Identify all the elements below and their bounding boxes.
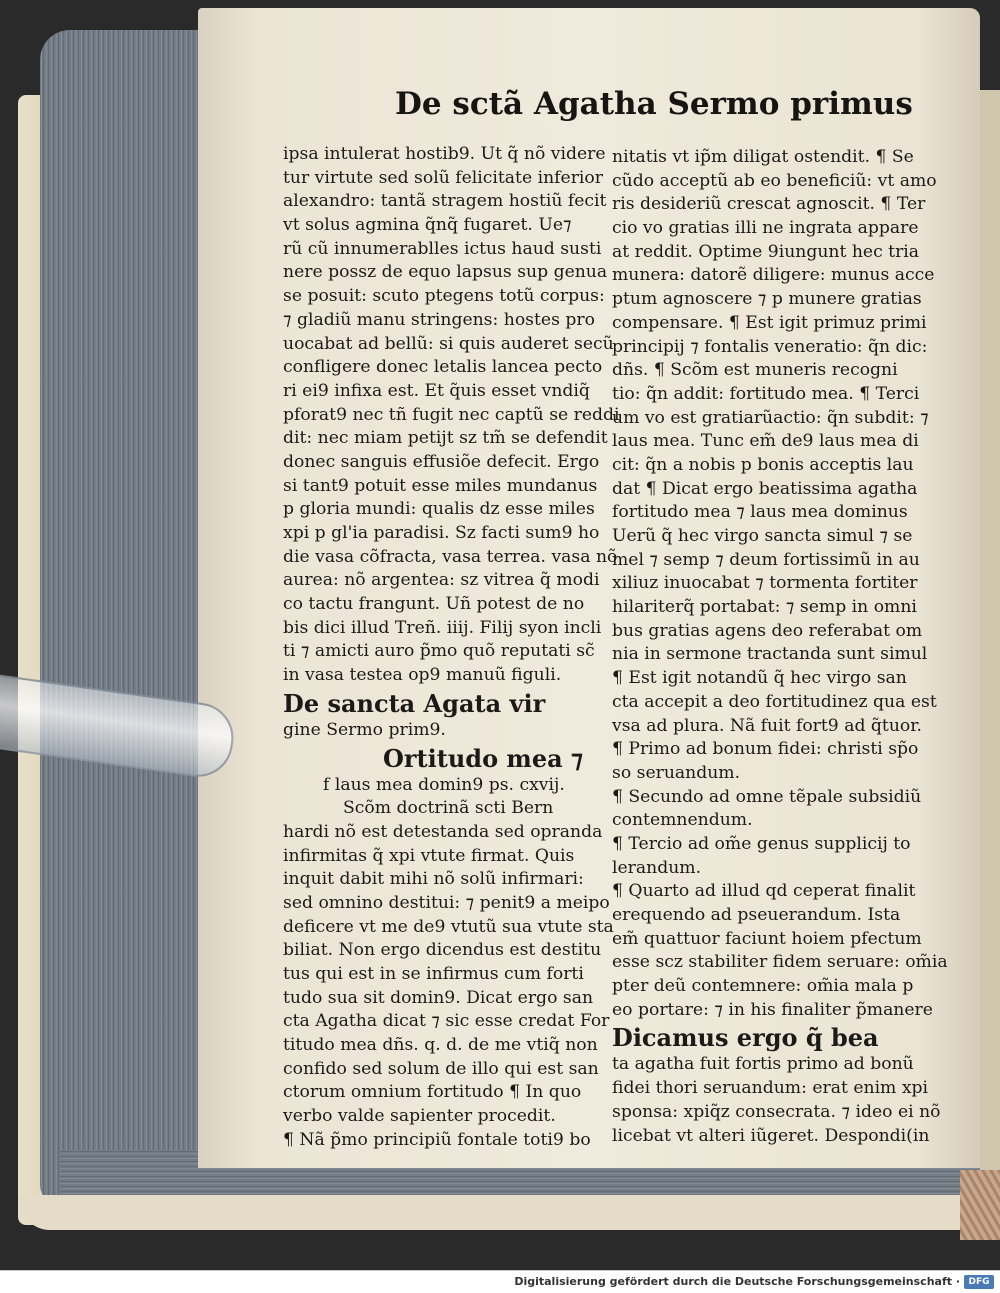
text-line: ¶ Secundo ad omne tẽpale subsidiũ <box>612 786 922 807</box>
text-line: ¶ Tercio ad om̃e genus supplicij to <box>612 833 911 854</box>
sermon-heading-line: gine Sermo prim9. <box>283 719 446 740</box>
text-line: infirmitas q̃ xpi vtute firmat. Quis <box>283 845 575 866</box>
text-line: nitatis vt ip̃m diligat ostendit. ¶ Se <box>612 147 914 167</box>
sermon-heading-line: De sancta Agata vir <box>283 688 546 718</box>
right-text-column <box>612 146 948 1148</box>
text-line: nia in sermone tractanda sunt simul <box>612 644 928 665</box>
left-column-text-2 <box>283 821 614 1153</box>
text-line: aurea: nõ argentea: sz vitrea q̃ modi <box>283 570 600 591</box>
left-text-column <box>283 143 620 1153</box>
text-line: p gloria mundi: qualis dz esse miles <box>283 499 595 520</box>
right-big-line: Dicamus ergo q̃ bea <box>612 1023 879 1053</box>
text-line: at reddit. Optime 9iungunt hec tria <box>612 241 920 262</box>
text-line: alexandro: tantã stragem hostiũ fecit <box>283 191 607 212</box>
text-line: titudo mea dñs. q. d. de me vtiq̃ non <box>283 1035 598 1056</box>
text-line: co tactu frangunt. Uñ potest de no <box>283 594 585 615</box>
text-line: erequendo ad pseuerandum. Ista <box>612 905 901 925</box>
bookmark-ribbon <box>960 1170 1000 1240</box>
text-line: ti ⁊ amicti auro p̃mo quõ reputati sc̃ <box>283 641 595 662</box>
right-column-text-2 <box>612 1053 942 1148</box>
initial-line: Scõm doctrinã scti Bern <box>343 798 554 819</box>
text-line: verbo valde sapienter procedit. <box>283 1106 556 1127</box>
dfg-logo: DFG <box>964 1275 994 1289</box>
credit-text: Digitalisierung gefördert durch die Deutsche Forschungsgemeinschaft · <box>514 1275 960 1288</box>
text-line: bis dici illud Treñ. iiij. Filij syon incli <box>283 617 602 638</box>
text-line: xpi p gl'ia paradisi. Sz facti sum9 ho <box>283 523 600 543</box>
text-line: confligere donec letalis lancea pecto <box>283 357 603 378</box>
text-line: se posuit: scuto ptegens totũ corpus: <box>283 286 605 307</box>
text-line: ris desideriũ crescat agnoscit. ¶ Ter <box>612 194 926 215</box>
text-line: esse scz stabiliter fidem seruare: om̃ia <box>612 952 948 973</box>
text-line: cio vo gratias illi ne ingrata appare <box>612 218 919 239</box>
text-line: ¶ Primo ad bonum fidei: christi sp̃o <box>612 739 919 760</box>
text-line: sed omnino destitui: ⁊ penit9 a meipo <box>283 892 610 913</box>
credit-bar <box>0 1270 1000 1293</box>
text-line: ri ei9 infixa est. Et q̃uis esset vndiq̃ <box>283 380 590 401</box>
text-line: cta Agatha dicat ⁊ sic esse credat For <box>283 1011 610 1032</box>
text-line: vsa ad plura. Nã fuit fort9 ad q̃tuor. <box>612 715 923 736</box>
text-line: donec sanguis effusiõe defecit. Ergo <box>283 451 600 472</box>
initial-line: Ortitudo mea ⁊ <box>383 743 583 773</box>
text-line: dñs. ¶ Scõm est muneris recogni <box>612 360 898 381</box>
text-line: vt solus agmina q̃nq̃ fugaret. Ue⁊ <box>283 215 572 236</box>
book-cover-bottom <box>20 1195 1000 1230</box>
initial-line: f laus mea domin9 ps. cxvij. <box>323 774 565 795</box>
text-line: sponsa: xpiq̃z consecrata. ⁊ ideo ei nõ <box>612 1101 941 1122</box>
text-line: xiliuz inuocabat ⁊ tormenta fortiter <box>612 573 918 594</box>
text-line: laus mea. Tunc em̃ de9 laus mea di <box>612 431 919 452</box>
text-line: fidei thori seruandum: erat enim xpi <box>612 1078 929 1099</box>
text-line: contemnendum. <box>612 810 753 831</box>
text-line: munera: datorẽ diligere: munus acce <box>612 265 935 286</box>
text-line: si tant9 potuit esse miles mundanus <box>283 475 598 496</box>
text-line: nere possz de equo lapsus sup genua <box>283 262 608 283</box>
text-line: pter deũ contemnere: om̃ia mala p <box>612 976 914 997</box>
text-line: tudo sua sit domin9. Dicat ergo san <box>283 987 594 1008</box>
text-line: ptum agnoscere ⁊ p munere gratias <box>612 289 922 310</box>
text-line: rũ cũ innumerablles ictus haud susti <box>283 238 602 259</box>
text-line: ipsa intulerat hostib9. Ut q̃ nõ videre <box>283 144 606 164</box>
text-line: ¶ Est igit notandũ q̃ hec virgo san <box>612 668 907 689</box>
text-line: cit: q̃n a nobis p bonis acceptis lau <box>612 454 914 475</box>
text-line: so seruandum. <box>612 762 741 783</box>
text-line: eo portare: ⁊ in his finaliter p̃manere <box>612 999 933 1020</box>
right-column-text <box>612 146 948 1022</box>
text-line: bus gratias agens deo referabat om <box>612 620 923 641</box>
text-line: lerandum. <box>612 857 702 878</box>
text-line: fortitudo mea ⁊ laus mea dominus <box>612 502 908 523</box>
sermon-heading <box>283 688 601 743</box>
text-line: hardi nõ est detestanda sed opranda <box>283 821 603 842</box>
text-line: mel ⁊ semp ⁊ deum fortissimũ in au <box>612 549 920 570</box>
text-line: dit: nec miam petijt sz tm̃ se defendit <box>283 428 608 449</box>
book-fore-edge <box>40 30 215 1205</box>
book-cover-right <box>980 90 1000 1190</box>
text-line: tio: q̃n addit: fortitudo mea. ¶ Terci <box>612 383 920 404</box>
text-line: biliat. Non ergo dicendus est destitu <box>283 940 602 961</box>
text-line: compensare. ¶ Est igit primuz primi <box>612 312 927 333</box>
text-line: licebat vt alteri iũgeret. Despondi(in <box>612 1125 930 1146</box>
text-line: Uerũ q̃ hec virgo sancta simul ⁊ se <box>612 526 913 546</box>
text-line: principij ⁊ fontalis veneratio: q̃n dic: <box>612 336 928 357</box>
text-line: die vasa cõfracta, vasa terrea. vasa nõ <box>283 546 618 567</box>
text-line: uocabat ad bellũ: si quis auderet secũ <box>283 333 614 354</box>
text-line: dat ¶ Dicat ergo beatissima agatha <box>612 478 918 499</box>
text-line: ctorum omnium fortitudo ¶ In quo <box>283 1082 582 1103</box>
text-line: um vo est gratiarũactio: q̃n subdit: ⁊ <box>612 407 929 428</box>
text-line: tur virtute sed solũ felicitate inferior <box>283 167 603 188</box>
running-head: De sctã Agatha Sermo primus <box>395 86 913 122</box>
text-line: deficere vt me de9 vtutũ sua vtute sta <box>283 916 614 937</box>
text-line: cũdo acceptũ ab eo beneficiũ: vt amo <box>612 170 937 191</box>
text-line: hilariterq̃ portabat: ⁊ semp in omni <box>612 597 917 618</box>
text-line: pforat9 nec tñ fugit nec captũ se reddi <box>283 404 620 425</box>
text-line: ¶ Nã p̃mo principiũ fontale toti9 bo <box>283 1129 591 1150</box>
text-line: cta accepit a deo fortitudinez qua est <box>612 691 937 712</box>
text-line: confido sed solum de illo qui est san <box>283 1058 599 1079</box>
text-line: ta agatha fuit fortis primo ad bonũ <box>612 1054 914 1075</box>
text-line: em̃ quattuor faciunt hoiem pfectum <box>612 928 922 949</box>
text-line: tus qui est in se infirmus cum forti <box>283 964 584 984</box>
text-line: in vasa testea op9 manuũ figuli. <box>283 665 562 686</box>
text-line: inquit dabit mihi nõ solũ infirmari: <box>283 869 584 890</box>
left-column-text <box>283 143 620 688</box>
text-line: ¶ Quarto ad illud qd ceperat finalit <box>612 881 916 902</box>
text-line: ⁊ gladiũ manu stringens: hostes pro <box>283 309 595 330</box>
